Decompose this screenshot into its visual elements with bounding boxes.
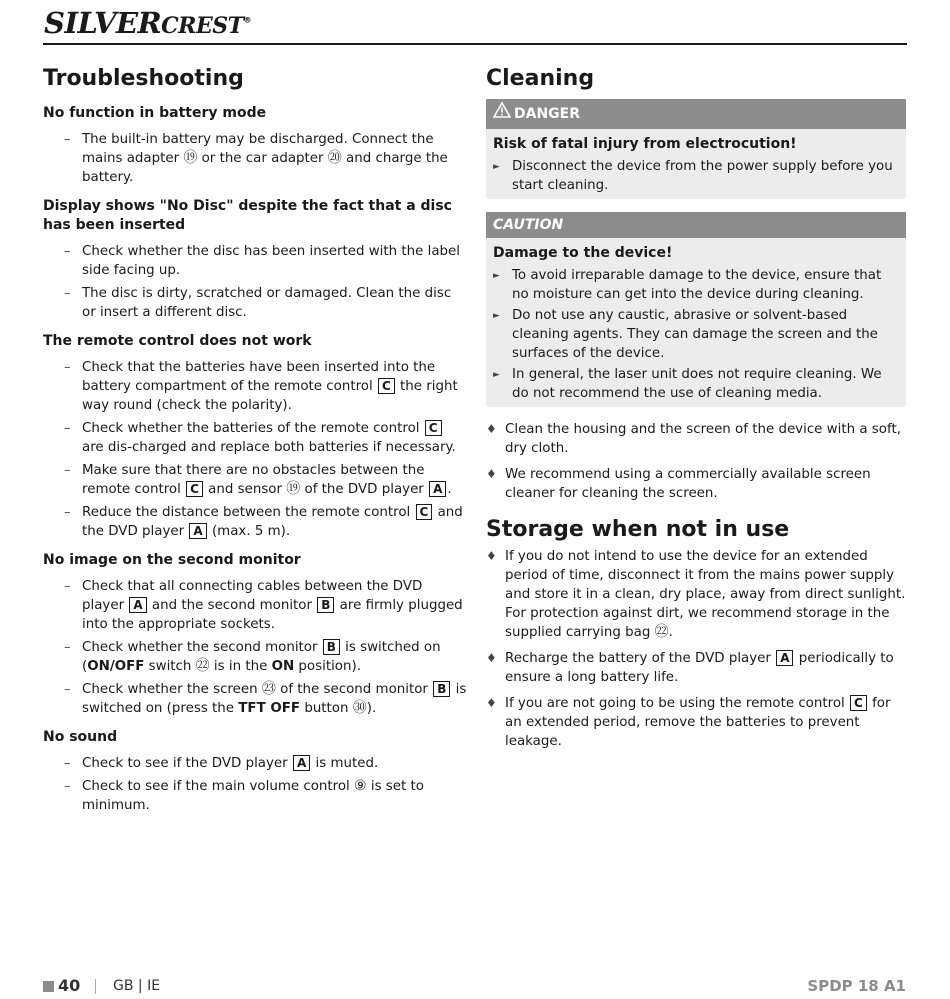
danger-heading: Risk of fatal injury from electrocution! bbox=[493, 136, 797, 152]
caution-heading: Damage to the device! bbox=[493, 245, 673, 261]
troubleshooting-title: Troubleshooting bbox=[43, 66, 244, 91]
topic-heading: Display shows "No Disc" despite the fact that a disc has been inserted bbox=[43, 198, 452, 233]
danger-label: DANGER bbox=[514, 106, 581, 122]
topic-list bbox=[43, 577, 468, 718]
storage-item: ♦ Recharge the battery of the DVD player A periodically to ensure a long battery life. bbox=[505, 649, 906, 687]
part-number: ㉚ bbox=[352, 700, 367, 716]
part-reference-box: C bbox=[378, 378, 395, 394]
footer-divider bbox=[95, 979, 96, 994]
language-codes: GB | IE bbox=[113, 978, 161, 994]
control-name: ON bbox=[271, 659, 295, 674]
header-rule bbox=[43, 43, 907, 45]
caution-box bbox=[486, 212, 906, 407]
part-number: ㉒ bbox=[195, 658, 210, 674]
part-reference-box: B bbox=[433, 681, 450, 697]
topic-item: – Reduce the distance between the remote control C and the DVD player A (max. 5 m). bbox=[82, 503, 468, 541]
part-reference-box: B bbox=[323, 639, 340, 655]
cleaning-item: ♦ Clean the housing and the screen of the device with a soft, dry cloth. bbox=[505, 420, 906, 458]
part-number: ⑨ bbox=[354, 778, 367, 794]
caution-label: CAUTION bbox=[493, 217, 564, 233]
page-number: 40 bbox=[58, 976, 81, 995]
topic-item: – The disc is dirty, scratched or damaged. Clean the disc or insert a different disc. bbox=[82, 284, 468, 322]
caution-item: ► To avoid irreparable damage to the device, ensure that no moisture can get into the device during cleaning. bbox=[512, 266, 899, 304]
topic-item: – Check whether the disc has been inserted with the label side facing up. bbox=[82, 242, 468, 280]
topic-heading: No image on the second monitor bbox=[43, 552, 301, 568]
part-reference-box: A bbox=[776, 650, 793, 666]
cleaning-column bbox=[486, 64, 906, 758]
storage-title: Storage when not in use bbox=[486, 517, 790, 542]
danger-box bbox=[486, 99, 906, 199]
troubleshooting-topic bbox=[43, 104, 468, 187]
caution-item: ► In general, the laser unit does not require cleaning. We do not recommend the use of cleaning media. bbox=[512, 365, 899, 403]
part-reference-box: C bbox=[416, 504, 433, 520]
topic-item: – Check whether the screen ㉓ of the second monitor B is switched on (press the TFT OFF button ㉚). bbox=[82, 680, 468, 718]
part-reference-box: C bbox=[186, 481, 203, 497]
part-reference-box: C bbox=[425, 420, 442, 436]
troubleshooting-topic bbox=[43, 728, 468, 815]
caution-header bbox=[486, 212, 906, 238]
topic-item: – Check to see if the DVD player A is muted. bbox=[82, 754, 468, 773]
part-number: ⑲ bbox=[183, 150, 198, 166]
part-number: ㉓ bbox=[261, 681, 276, 697]
model-number: SPDP 18 A1 bbox=[807, 977, 906, 995]
topic-heading: The remote control does not work bbox=[43, 333, 312, 349]
topic-item: – The built-in battery may be discharged. Connect the mains adapter ⑲ or the car adapter ⑳ and charge the battery. bbox=[82, 130, 468, 187]
part-reference-box: B bbox=[317, 597, 334, 613]
storage-item: ♦ If you do not intend to use the device for an extended period of time, disconnect it from the mains power supply and store it in a clean, dry place, away from direct sunlight. For protection against dirt, we recommend storage in the supplied carrying bag ㉒. bbox=[505, 547, 906, 642]
danger-header bbox=[486, 99, 906, 129]
part-number: ⑲ bbox=[286, 481, 301, 497]
warning-triangle-icon bbox=[493, 99, 511, 129]
cleaning-list bbox=[486, 420, 906, 503]
troubleshooting-topic bbox=[43, 197, 468, 322]
topic-item: – Check that all connecting cables between the DVD player A and the second monitor B are firmly plugged into the appropriate sockets. bbox=[82, 577, 468, 634]
part-reference-box: A bbox=[189, 523, 206, 539]
footer-square bbox=[43, 981, 54, 992]
troubleshooting-topic bbox=[43, 551, 468, 718]
control-name: ON/OFF bbox=[87, 659, 145, 674]
brand-logo: SILVERCREST® bbox=[44, 6, 251, 40]
part-reference-box: C bbox=[850, 695, 867, 711]
topic-item: – Make sure that there are no obstacles between the remote control C and sensor ⑲ of the DVD player A . bbox=[82, 461, 468, 499]
topic-item: – Check whether the batteries of the remote control C are dis-charged and replace both batteries if necessary. bbox=[82, 419, 468, 457]
danger-list bbox=[493, 157, 899, 195]
storage-list bbox=[486, 547, 906, 751]
topic-item: – Check that the batteries have been inserted into the battery compartment of the remote control C the right way round (check the polarity). bbox=[82, 358, 468, 415]
part-number: ㉒ bbox=[654, 624, 669, 640]
topic-list bbox=[43, 130, 468, 187]
danger-item: ► Disconnect the device from the power supply before you start cleaning. bbox=[512, 157, 899, 195]
caution-item: ► Do not use any caustic, abrasive or solvent-based cleaning agents. They can damage the screen and the surfaces of the device. bbox=[512, 306, 899, 363]
control-name: TFT OFF bbox=[238, 701, 301, 716]
part-reference-box: A bbox=[293, 755, 310, 771]
topic-item: – Check to see if the main volume control ⑨ is set to minimum. bbox=[82, 777, 468, 815]
troubleshooting-topic bbox=[43, 332, 468, 541]
caution-list bbox=[493, 266, 899, 403]
topic-item: – Check whether the second monitor B is switched on (ON/OFF switch ㉒ is in the ON position). bbox=[82, 638, 468, 676]
topic-list bbox=[43, 242, 468, 322]
topic-heading: No sound bbox=[43, 729, 118, 745]
page-footer bbox=[0, 975, 950, 999]
cleaning-title: Cleaning bbox=[486, 66, 595, 91]
cleaning-item: ♦ We recommend using a commercially available screen cleaner for cleaning the screen. bbox=[505, 465, 906, 503]
troubleshooting-sections bbox=[43, 104, 468, 815]
topic-list bbox=[43, 358, 468, 541]
part-reference-box: A bbox=[429, 481, 446, 497]
part-reference-box: A bbox=[129, 597, 146, 613]
topic-list bbox=[43, 754, 468, 815]
part-number: ⑳ bbox=[327, 150, 342, 166]
topic-heading: No function in battery mode bbox=[43, 105, 267, 121]
storage-item: ♦ If you are not going to be using the remote control C for an extended period, remove the batteries to prevent leakage. bbox=[505, 694, 906, 751]
troubleshooting-column bbox=[43, 64, 468, 825]
